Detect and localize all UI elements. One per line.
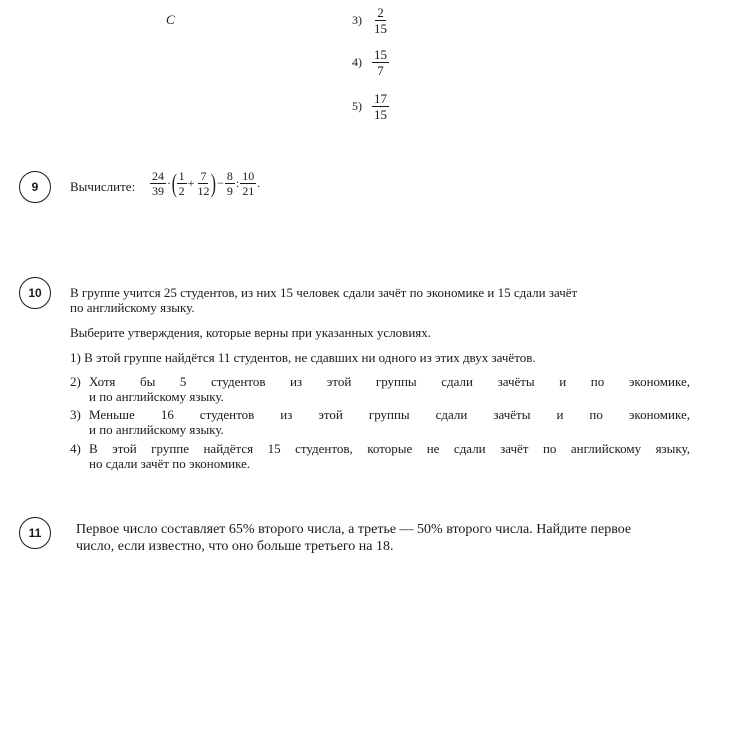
task10-statement-1 <box>70 350 690 365</box>
statement-text: В этой группе найдётся 11 студентов, не сдавших ни одного из этих двух зачётов. <box>84 350 536 365</box>
task9-prompt: Вычислите: <box>70 179 136 194</box>
fraction <box>150 170 166 197</box>
fraction-numerator: 15 <box>374 47 387 62</box>
statement-text: Меньше 16 студентов из этой группы сдали зачёты и по экономике, <box>89 407 690 422</box>
option-5 <box>352 92 389 121</box>
task-number-badge: 9 <box>19 171 51 203</box>
fraction-numerator: 8 <box>226 169 233 183</box>
option-4 <box>352 48 389 77</box>
task10-statement-2 <box>70 374 690 404</box>
statement-text-continued: и по английскому языку. <box>89 389 224 404</box>
task10-statement-4 <box>70 441 690 471</box>
fraction-numerator: 17 <box>374 91 387 106</box>
task-number-badge: 11 <box>19 517 51 549</box>
statement-text: Хотя бы 5 студентов из этой группы сдали зачёты и по экономике, <box>89 374 690 389</box>
left-paren: ( <box>171 168 177 198</box>
statement-number: 1) <box>70 350 81 365</box>
task9-expression <box>150 170 261 197</box>
task10-statement-3 <box>70 407 690 437</box>
option-number: 4) <box>352 55 362 69</box>
fraction-denominator: 9 <box>226 184 233 198</box>
option-fraction <box>372 92 389 121</box>
task10-condition <box>70 285 700 315</box>
task-number-badge: 10 <box>19 277 51 309</box>
fraction-numerator: 2 <box>377 5 384 20</box>
fraction <box>225 170 235 197</box>
fraction-numerator: 7 <box>200 169 207 183</box>
task10-condition-line1: В группе учится 25 студентов, из них 15 человек сдали зачёт по экономике и 15 сдали зачёт <box>70 285 578 300</box>
statement-number: 2) <box>70 374 81 389</box>
option-fraction <box>372 6 389 35</box>
statement-text: В этой группе найдётся 15 студентов, которые не сдали зачёт по английскому языку, <box>89 441 690 456</box>
task11-line2: число, если известно, что оно больше третьего на 18. <box>76 539 394 554</box>
fraction-numerator: 10 <box>242 169 255 183</box>
multiply-sign: · <box>167 176 171 190</box>
statement-number: 4) <box>70 441 81 456</box>
plus-sign: + <box>187 176 195 190</box>
fraction-denominator: 21 <box>242 184 255 198</box>
right-paren: ) <box>211 168 217 198</box>
statement-text-continued: и по английскому языку. <box>89 422 224 437</box>
option-fraction <box>372 48 389 77</box>
fraction <box>240 170 256 197</box>
option-3 <box>352 6 389 35</box>
option-number: 5) <box>352 99 362 113</box>
task10-condition-line2: по английскому языку. <box>70 300 195 315</box>
fraction-denominator: 39 <box>152 184 164 198</box>
task11-line1: Первое число составляет 65% второго числа, а третье — 50% второго числа. Найдите первое <box>76 522 632 537</box>
fraction-denominator: 2 <box>178 184 185 198</box>
period: . <box>257 176 261 190</box>
fraction-numerator: 24 <box>152 169 164 183</box>
statement-text-continued: но сдали зачёт по экономике. <box>89 456 251 471</box>
task11-text <box>76 521 750 555</box>
label-c: C <box>166 12 175 27</box>
minus-sign: − <box>217 176 224 190</box>
fraction-denominator: 7 <box>377 63 384 78</box>
task10-instruction: Выберите утверждения, которые верны при указанных условиях. <box>70 325 432 340</box>
fraction <box>177 170 187 197</box>
fraction-numerator: 1 <box>178 169 185 183</box>
option-number: 3) <box>352 13 362 27</box>
statement-number: 3) <box>70 407 81 422</box>
divide-sign: : <box>235 176 240 190</box>
fraction-denominator: 15 <box>374 21 387 36</box>
fraction-denominator: 12 <box>197 184 210 198</box>
fraction-denominator: 15 <box>374 107 387 122</box>
fraction <box>195 170 211 197</box>
